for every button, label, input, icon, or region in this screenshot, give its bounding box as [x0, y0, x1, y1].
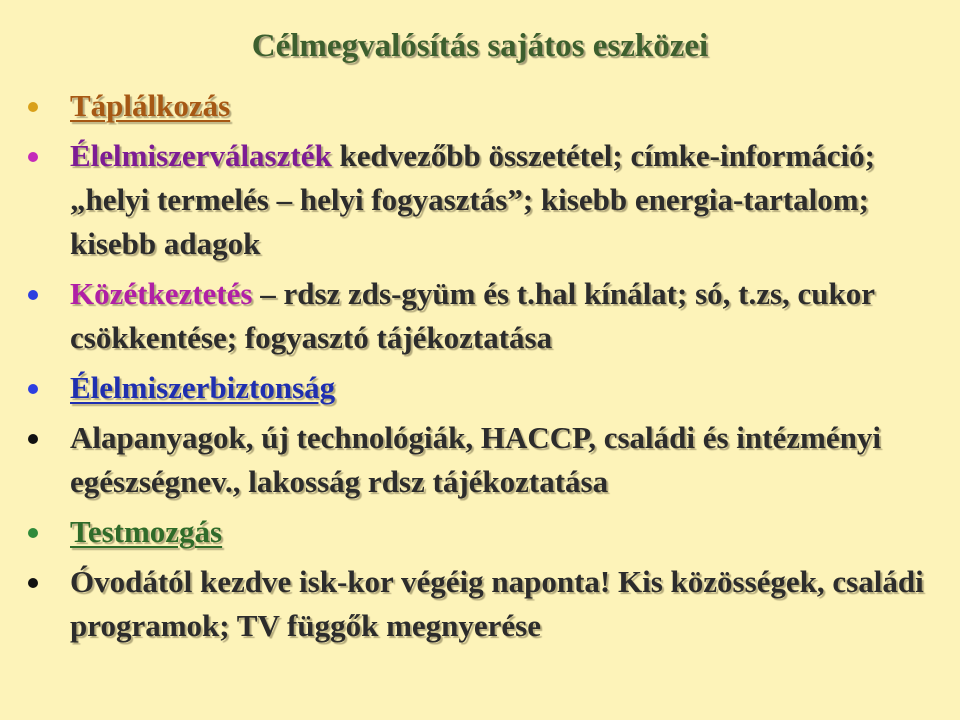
- bullet-dot-icon: [28, 434, 38, 444]
- bullet-dot-icon: [28, 384, 38, 394]
- catering-text: – rdsz zds-gyüm és t.hal kínálat; só, t.zs, cukor csökkentése; fogyasztó tájékoztatása: [70, 276, 875, 355]
- bullet-dot-icon: [28, 528, 38, 538]
- bullet-dot-icon: [28, 102, 38, 112]
- list-item-exercise: [24, 510, 944, 554]
- bullet-dot-icon: [28, 290, 38, 300]
- list-item-food-selection: [24, 134, 944, 266]
- exercise-text: Óvodától kezdve isk-kor végéig naponta! Kis közösségek, családi programok; TV függők megnyerése: [70, 564, 924, 643]
- food-selection-lead: Élelmiszerválaszték: [70, 138, 332, 173]
- bullet-dot-icon: [28, 578, 38, 588]
- slide-title: Célmegvalósítás sajátos eszközei: [251, 28, 709, 64]
- food-selection-text: kedvezőbb összetétel; címke-információ; „helyi termelés – helyi fogyasztás”; kisebb energia-tartalom; kisebb adagok: [70, 138, 875, 261]
- section-heading-nutrition: Táplálkozás: [70, 88, 231, 123]
- list-item-catering: [24, 272, 944, 360]
- list-item-nutrition: [24, 84, 944, 128]
- food-safety-text: Alapanyagok, új technológiák, HACCP, családi és intézményi egészségnev., lakosság rdsz tájékoztatása: [70, 420, 881, 499]
- list-item-food-safety-details: [24, 416, 944, 504]
- list-item-food-safety: [24, 366, 944, 410]
- bullet-list: [24, 84, 944, 654]
- list-item-exercise-details: [24, 560, 944, 648]
- section-heading-food-safety: Élelmiszerbiztonság: [70, 370, 336, 405]
- section-heading-exercise: Testmozgás: [70, 514, 223, 549]
- catering-lead: Közétkeztetés: [70, 276, 253, 311]
- bullet-dot-icon: [28, 152, 38, 162]
